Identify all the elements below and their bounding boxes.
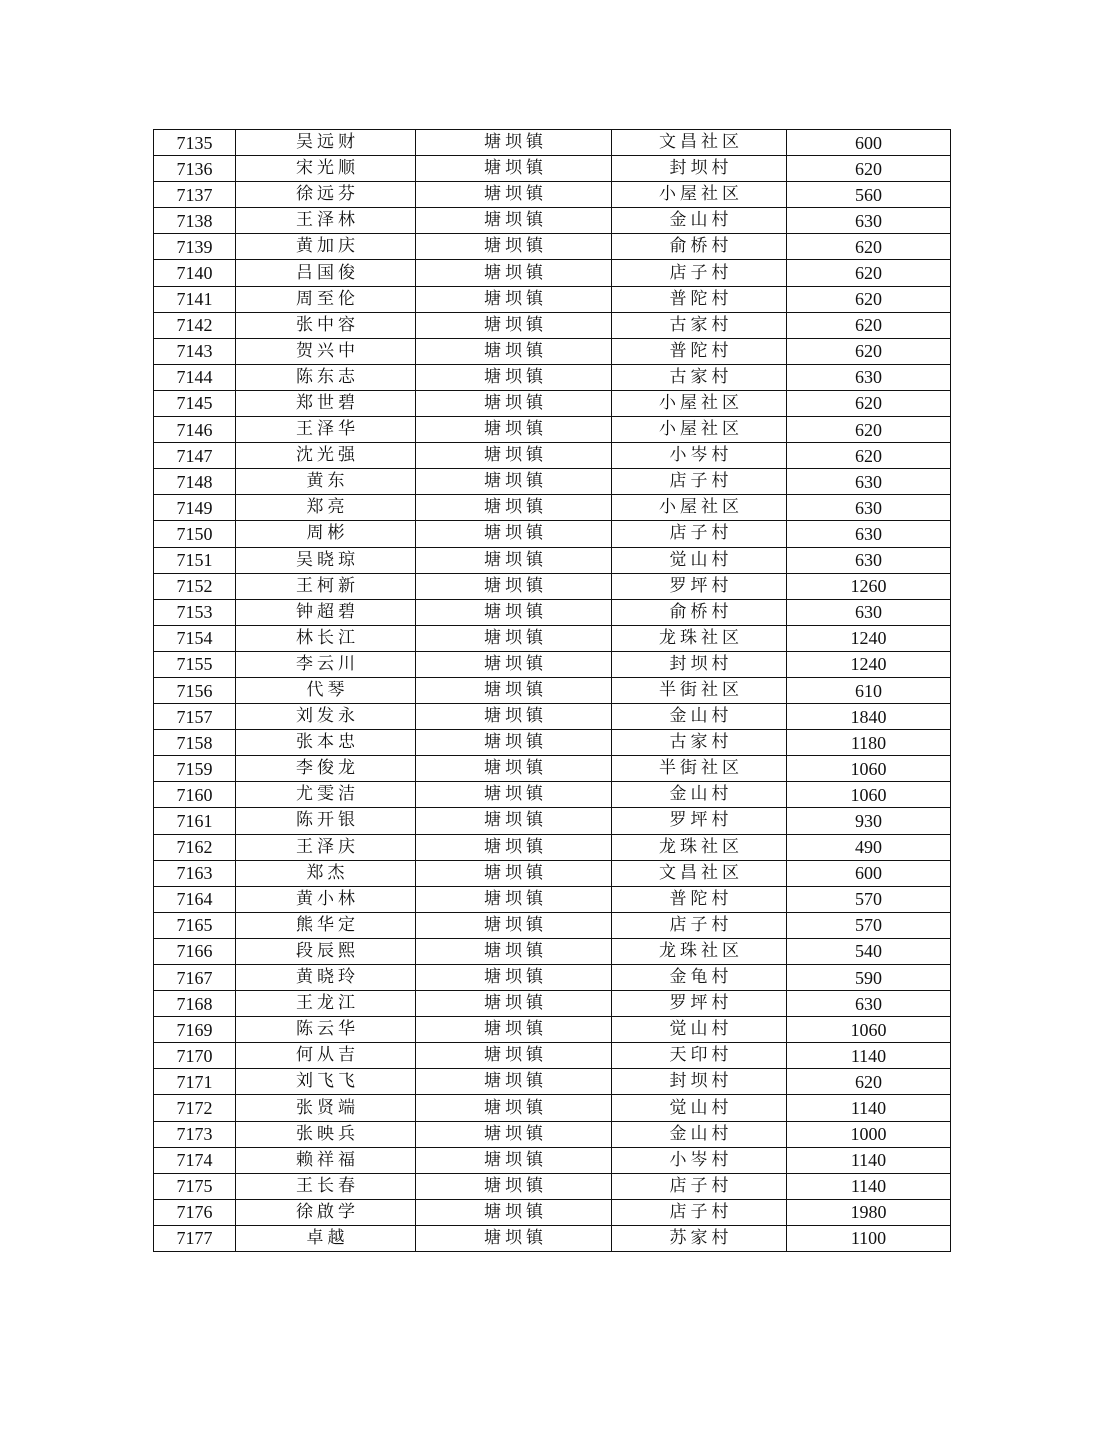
village-cell: 觉山村 bbox=[612, 1095, 787, 1121]
table-row bbox=[154, 625, 951, 651]
town-cell: 塘坝镇 bbox=[416, 469, 612, 495]
row-number-cell: 7172 bbox=[154, 1095, 236, 1121]
village-cell: 罗坪村 bbox=[612, 573, 787, 599]
amount-cell: 620 bbox=[787, 312, 951, 338]
row-number-cell: 7144 bbox=[154, 364, 236, 390]
amount-cell: 490 bbox=[787, 834, 951, 860]
village-cell: 龙珠社区 bbox=[612, 938, 787, 964]
person-name-cell: 陈开银 bbox=[236, 808, 416, 834]
village-cell: 封坝村 bbox=[612, 156, 787, 182]
row-number-cell: 7170 bbox=[154, 1043, 236, 1069]
row-number-cell: 7135 bbox=[154, 130, 236, 156]
row-number-cell: 7169 bbox=[154, 1017, 236, 1043]
village-cell: 店子村 bbox=[612, 912, 787, 938]
table-row bbox=[154, 965, 951, 991]
village-cell: 金山村 bbox=[612, 782, 787, 808]
village-cell: 罗坪村 bbox=[612, 808, 787, 834]
amount-cell: 1240 bbox=[787, 651, 951, 677]
row-number-cell: 7141 bbox=[154, 286, 236, 312]
amount-cell: 630 bbox=[787, 599, 951, 625]
row-number-cell: 7160 bbox=[154, 782, 236, 808]
amount-cell: 620 bbox=[787, 1069, 951, 1095]
person-name-cell: 段辰熙 bbox=[236, 938, 416, 964]
person-name-cell: 王泽庆 bbox=[236, 834, 416, 860]
village-cell: 店子村 bbox=[612, 260, 787, 286]
amount-cell: 930 bbox=[787, 808, 951, 834]
person-name-cell: 吴远财 bbox=[236, 130, 416, 156]
town-cell: 塘坝镇 bbox=[416, 1199, 612, 1225]
row-number-cell: 7139 bbox=[154, 234, 236, 260]
table-row bbox=[154, 234, 951, 260]
town-cell: 塘坝镇 bbox=[416, 390, 612, 416]
amount-cell: 560 bbox=[787, 182, 951, 208]
person-name-cell: 张本忠 bbox=[236, 730, 416, 756]
table-row bbox=[154, 521, 951, 547]
table-row bbox=[154, 938, 951, 964]
table-row bbox=[154, 704, 951, 730]
table-row bbox=[154, 599, 951, 625]
town-cell: 塘坝镇 bbox=[416, 938, 612, 964]
amount-cell: 620 bbox=[787, 286, 951, 312]
village-cell: 俞桥村 bbox=[612, 234, 787, 260]
table-row bbox=[154, 756, 951, 782]
village-cell: 古家村 bbox=[612, 364, 787, 390]
town-cell: 塘坝镇 bbox=[416, 1147, 612, 1173]
person-name-cell: 周至伦 bbox=[236, 286, 416, 312]
table-row bbox=[154, 390, 951, 416]
village-cell: 半街社区 bbox=[612, 756, 787, 782]
person-name-cell: 郑杰 bbox=[236, 860, 416, 886]
town-cell: 塘坝镇 bbox=[416, 677, 612, 703]
village-cell: 小屋社区 bbox=[612, 182, 787, 208]
row-number-cell: 7147 bbox=[154, 443, 236, 469]
person-name-cell: 刘飞飞 bbox=[236, 1069, 416, 1095]
village-cell: 店子村 bbox=[612, 521, 787, 547]
table-row bbox=[154, 651, 951, 677]
town-cell: 塘坝镇 bbox=[416, 1095, 612, 1121]
row-number-cell: 7150 bbox=[154, 521, 236, 547]
town-cell: 塘坝镇 bbox=[416, 860, 612, 886]
amount-cell: 540 bbox=[787, 938, 951, 964]
amount-cell: 630 bbox=[787, 991, 951, 1017]
row-number-cell: 7165 bbox=[154, 912, 236, 938]
row-number-cell: 7159 bbox=[154, 756, 236, 782]
amount-cell: 570 bbox=[787, 886, 951, 912]
row-number-cell: 7167 bbox=[154, 965, 236, 991]
amount-cell: 630 bbox=[787, 495, 951, 521]
town-cell: 塘坝镇 bbox=[416, 286, 612, 312]
amount-cell: 1140 bbox=[787, 1095, 951, 1121]
person-name-cell: 钟超碧 bbox=[236, 599, 416, 625]
amount-cell: 620 bbox=[787, 156, 951, 182]
town-cell: 塘坝镇 bbox=[416, 182, 612, 208]
village-cell: 金龟村 bbox=[612, 965, 787, 991]
town-cell: 塘坝镇 bbox=[416, 1121, 612, 1147]
row-number-cell: 7175 bbox=[154, 1173, 236, 1199]
person-name-cell: 王柯新 bbox=[236, 573, 416, 599]
village-cell: 文昌社区 bbox=[612, 130, 787, 156]
table-row bbox=[154, 1147, 951, 1173]
table-row bbox=[154, 182, 951, 208]
town-cell: 塘坝镇 bbox=[416, 260, 612, 286]
amount-cell: 1140 bbox=[787, 1173, 951, 1199]
amount-cell: 1060 bbox=[787, 782, 951, 808]
row-number-cell: 7155 bbox=[154, 651, 236, 677]
table-row bbox=[154, 312, 951, 338]
amount-cell: 1140 bbox=[787, 1043, 951, 1069]
row-number-cell: 7158 bbox=[154, 730, 236, 756]
row-number-cell: 7173 bbox=[154, 1121, 236, 1147]
table-row bbox=[154, 443, 951, 469]
village-cell: 店子村 bbox=[612, 1173, 787, 1199]
table-row bbox=[154, 730, 951, 756]
village-cell: 半街社区 bbox=[612, 677, 787, 703]
amount-cell: 620 bbox=[787, 260, 951, 286]
village-cell: 小岑村 bbox=[612, 443, 787, 469]
person-name-cell: 黄小林 bbox=[236, 886, 416, 912]
town-cell: 塘坝镇 bbox=[416, 364, 612, 390]
table-row bbox=[154, 1173, 951, 1199]
records-table-body bbox=[154, 130, 951, 1252]
village-cell: 普陀村 bbox=[612, 338, 787, 364]
town-cell: 塘坝镇 bbox=[416, 834, 612, 860]
amount-cell: 600 bbox=[787, 130, 951, 156]
amount-cell: 630 bbox=[787, 521, 951, 547]
amount-cell: 620 bbox=[787, 234, 951, 260]
town-cell: 塘坝镇 bbox=[416, 443, 612, 469]
person-name-cell: 王泽林 bbox=[236, 208, 416, 234]
row-number-cell: 7176 bbox=[154, 1199, 236, 1225]
village-cell: 龙珠社区 bbox=[612, 834, 787, 860]
person-name-cell: 沈光强 bbox=[236, 443, 416, 469]
village-cell: 普陀村 bbox=[612, 286, 787, 312]
person-name-cell: 张贤端 bbox=[236, 1095, 416, 1121]
table-row bbox=[154, 547, 951, 573]
table-row bbox=[154, 912, 951, 938]
row-number-cell: 7146 bbox=[154, 417, 236, 443]
amount-cell: 590 bbox=[787, 965, 951, 991]
amount-cell: 1240 bbox=[787, 625, 951, 651]
person-name-cell: 郑亮 bbox=[236, 495, 416, 521]
village-cell: 龙珠社区 bbox=[612, 625, 787, 651]
row-number-cell: 7140 bbox=[154, 260, 236, 286]
person-name-cell: 张映兵 bbox=[236, 1121, 416, 1147]
person-name-cell: 王长春 bbox=[236, 1173, 416, 1199]
table-row bbox=[154, 1043, 951, 1069]
row-number-cell: 7148 bbox=[154, 469, 236, 495]
village-cell: 封坝村 bbox=[612, 1069, 787, 1095]
town-cell: 塘坝镇 bbox=[416, 1225, 612, 1251]
row-number-cell: 7164 bbox=[154, 886, 236, 912]
amount-cell: 1180 bbox=[787, 730, 951, 756]
town-cell: 塘坝镇 bbox=[416, 495, 612, 521]
amount-cell: 1260 bbox=[787, 573, 951, 599]
village-cell: 文昌社区 bbox=[612, 860, 787, 886]
town-cell: 塘坝镇 bbox=[416, 1173, 612, 1199]
town-cell: 塘坝镇 bbox=[416, 704, 612, 730]
village-cell: 封坝村 bbox=[612, 651, 787, 677]
row-number-cell: 7145 bbox=[154, 390, 236, 416]
town-cell: 塘坝镇 bbox=[416, 156, 612, 182]
town-cell: 塘坝镇 bbox=[416, 756, 612, 782]
person-name-cell: 林长江 bbox=[236, 625, 416, 651]
person-name-cell: 陈东志 bbox=[236, 364, 416, 390]
person-name-cell: 何从吉 bbox=[236, 1043, 416, 1069]
town-cell: 塘坝镇 bbox=[416, 573, 612, 599]
table-row bbox=[154, 808, 951, 834]
table-row bbox=[154, 1017, 951, 1043]
town-cell: 塘坝镇 bbox=[416, 547, 612, 573]
village-cell: 金山村 bbox=[612, 1121, 787, 1147]
village-cell: 俞桥村 bbox=[612, 599, 787, 625]
amount-cell: 630 bbox=[787, 469, 951, 495]
town-cell: 塘坝镇 bbox=[416, 599, 612, 625]
table-row bbox=[154, 677, 951, 703]
town-cell: 塘坝镇 bbox=[416, 625, 612, 651]
amount-cell: 1060 bbox=[787, 756, 951, 782]
person-name-cell: 徐远芬 bbox=[236, 182, 416, 208]
person-name-cell: 吴晓琼 bbox=[236, 547, 416, 573]
row-number-cell: 7138 bbox=[154, 208, 236, 234]
table-row bbox=[154, 1225, 951, 1251]
amount-cell: 610 bbox=[787, 677, 951, 703]
row-number-cell: 7153 bbox=[154, 599, 236, 625]
person-name-cell: 王龙江 bbox=[236, 991, 416, 1017]
town-cell: 塘坝镇 bbox=[416, 782, 612, 808]
town-cell: 塘坝镇 bbox=[416, 417, 612, 443]
amount-cell: 570 bbox=[787, 912, 951, 938]
row-number-cell: 7154 bbox=[154, 625, 236, 651]
person-name-cell: 黄加庆 bbox=[236, 234, 416, 260]
village-cell: 小屋社区 bbox=[612, 417, 787, 443]
town-cell: 塘坝镇 bbox=[416, 208, 612, 234]
town-cell: 塘坝镇 bbox=[416, 808, 612, 834]
amount-cell: 600 bbox=[787, 860, 951, 886]
row-number-cell: 7161 bbox=[154, 808, 236, 834]
amount-cell: 1060 bbox=[787, 1017, 951, 1043]
table-row bbox=[154, 495, 951, 521]
table-row bbox=[154, 260, 951, 286]
village-cell: 店子村 bbox=[612, 1199, 787, 1225]
town-cell: 塘坝镇 bbox=[416, 730, 612, 756]
person-name-cell: 李俊龙 bbox=[236, 756, 416, 782]
village-cell: 觉山村 bbox=[612, 1017, 787, 1043]
town-cell: 塘坝镇 bbox=[416, 1069, 612, 1095]
village-cell: 古家村 bbox=[612, 730, 787, 756]
table-row bbox=[154, 338, 951, 364]
person-name-cell: 卓越 bbox=[236, 1225, 416, 1251]
table-row bbox=[154, 573, 951, 599]
village-cell: 天印村 bbox=[612, 1043, 787, 1069]
table-row bbox=[154, 469, 951, 495]
amount-cell: 1000 bbox=[787, 1121, 951, 1147]
town-cell: 塘坝镇 bbox=[416, 1043, 612, 1069]
row-number-cell: 7152 bbox=[154, 573, 236, 599]
person-name-cell: 吕国俊 bbox=[236, 260, 416, 286]
town-cell: 塘坝镇 bbox=[416, 312, 612, 338]
table-row bbox=[154, 782, 951, 808]
person-name-cell: 代琴 bbox=[236, 677, 416, 703]
town-cell: 塘坝镇 bbox=[416, 991, 612, 1017]
row-number-cell: 7137 bbox=[154, 182, 236, 208]
village-cell: 小屋社区 bbox=[612, 390, 787, 416]
amount-cell: 620 bbox=[787, 390, 951, 416]
village-cell: 店子村 bbox=[612, 469, 787, 495]
table-row bbox=[154, 860, 951, 886]
table-row bbox=[154, 1095, 951, 1121]
person-name-cell: 郑世碧 bbox=[236, 390, 416, 416]
row-number-cell: 7171 bbox=[154, 1069, 236, 1095]
village-cell: 金山村 bbox=[612, 704, 787, 730]
table-row bbox=[154, 886, 951, 912]
table-row bbox=[154, 991, 951, 1017]
town-cell: 塘坝镇 bbox=[416, 521, 612, 547]
table-row bbox=[154, 834, 951, 860]
person-name-cell: 熊华定 bbox=[236, 912, 416, 938]
village-cell: 小屋社区 bbox=[612, 495, 787, 521]
amount-cell: 1140 bbox=[787, 1147, 951, 1173]
town-cell: 塘坝镇 bbox=[416, 651, 612, 677]
row-number-cell: 7163 bbox=[154, 860, 236, 886]
table-row bbox=[154, 130, 951, 156]
table-row bbox=[154, 156, 951, 182]
town-cell: 塘坝镇 bbox=[416, 912, 612, 938]
town-cell: 塘坝镇 bbox=[416, 130, 612, 156]
row-number-cell: 7136 bbox=[154, 156, 236, 182]
amount-cell: 630 bbox=[787, 208, 951, 234]
amount-cell: 1840 bbox=[787, 704, 951, 730]
person-name-cell: 徐啟学 bbox=[236, 1199, 416, 1225]
village-cell: 古家村 bbox=[612, 312, 787, 338]
person-name-cell: 张中容 bbox=[236, 312, 416, 338]
amount-cell: 620 bbox=[787, 443, 951, 469]
town-cell: 塘坝镇 bbox=[416, 965, 612, 991]
village-cell: 普陀村 bbox=[612, 886, 787, 912]
row-number-cell: 7168 bbox=[154, 991, 236, 1017]
person-name-cell: 贺兴中 bbox=[236, 338, 416, 364]
village-cell: 小岑村 bbox=[612, 1147, 787, 1173]
row-number-cell: 7162 bbox=[154, 834, 236, 860]
table-row bbox=[154, 286, 951, 312]
person-name-cell: 王泽华 bbox=[236, 417, 416, 443]
amount-cell: 630 bbox=[787, 364, 951, 390]
table-row bbox=[154, 417, 951, 443]
row-number-cell: 7143 bbox=[154, 338, 236, 364]
records-table bbox=[153, 129, 951, 1252]
town-cell: 塘坝镇 bbox=[416, 1017, 612, 1043]
amount-cell: 630 bbox=[787, 547, 951, 573]
row-number-cell: 7157 bbox=[154, 704, 236, 730]
amount-cell: 1980 bbox=[787, 1199, 951, 1225]
amount-cell: 620 bbox=[787, 338, 951, 364]
table-row bbox=[154, 1121, 951, 1147]
table-row bbox=[154, 208, 951, 234]
village-cell: 觉山村 bbox=[612, 547, 787, 573]
row-number-cell: 7166 bbox=[154, 938, 236, 964]
person-name-cell: 李云川 bbox=[236, 651, 416, 677]
person-name-cell: 陈云华 bbox=[236, 1017, 416, 1043]
town-cell: 塘坝镇 bbox=[416, 886, 612, 912]
person-name-cell: 周彬 bbox=[236, 521, 416, 547]
town-cell: 塘坝镇 bbox=[416, 234, 612, 260]
person-name-cell: 尤雯洁 bbox=[236, 782, 416, 808]
person-name-cell: 黄晓玲 bbox=[236, 965, 416, 991]
row-number-cell: 7151 bbox=[154, 547, 236, 573]
row-number-cell: 7177 bbox=[154, 1225, 236, 1251]
village-cell: 金山村 bbox=[612, 208, 787, 234]
person-name-cell: 赖祥福 bbox=[236, 1147, 416, 1173]
village-cell: 罗坪村 bbox=[612, 991, 787, 1017]
row-number-cell: 7149 bbox=[154, 495, 236, 521]
table-row bbox=[154, 364, 951, 390]
table-row bbox=[154, 1199, 951, 1225]
town-cell: 塘坝镇 bbox=[416, 338, 612, 364]
person-name-cell: 黄东 bbox=[236, 469, 416, 495]
table-row bbox=[154, 1069, 951, 1095]
row-number-cell: 7174 bbox=[154, 1147, 236, 1173]
amount-cell: 620 bbox=[787, 417, 951, 443]
person-name-cell: 刘发永 bbox=[236, 704, 416, 730]
row-number-cell: 7142 bbox=[154, 312, 236, 338]
person-name-cell: 宋光顺 bbox=[236, 156, 416, 182]
amount-cell: 1100 bbox=[787, 1225, 951, 1251]
village-cell: 苏家村 bbox=[612, 1225, 787, 1251]
row-number-cell: 7156 bbox=[154, 677, 236, 703]
